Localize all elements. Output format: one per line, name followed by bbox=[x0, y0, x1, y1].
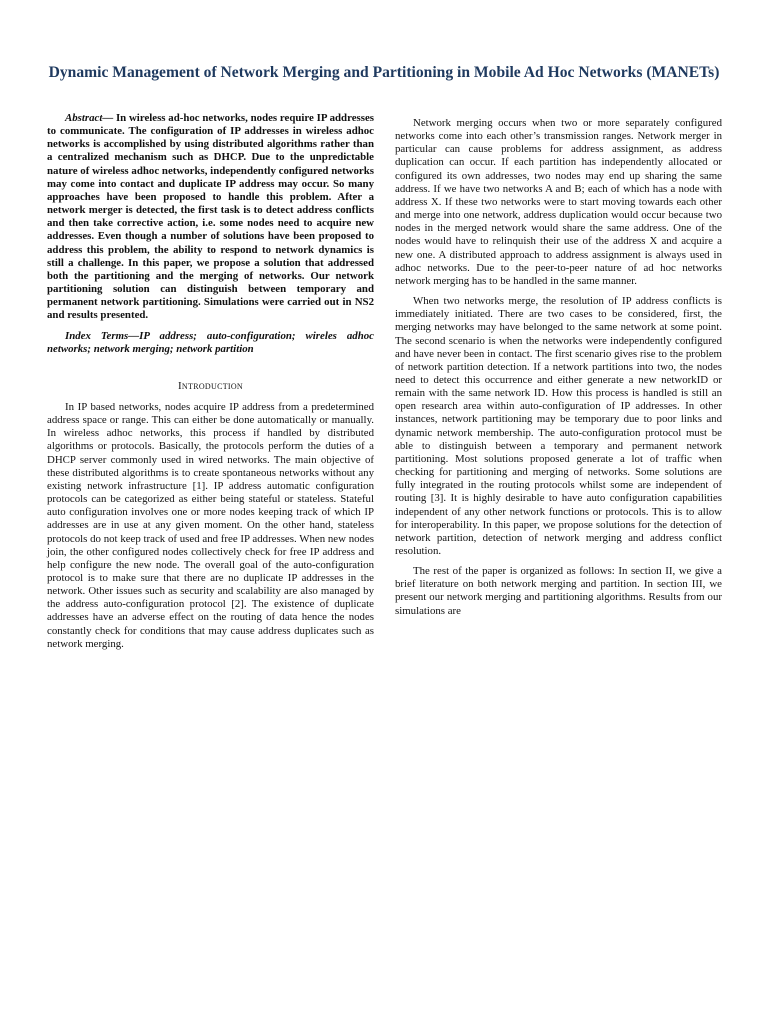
index-terms: Index Terms—IP address; auto-configuration; wireles adhoc networks; network merging; network partition bbox=[47, 329, 374, 355]
body-paragraph-organization: The rest of the paper is organized as follows: In section II, we give a brief literature on both network merging and partition. In section III, we present our network merging and partitioning algorithms. Results from our simulations are bbox=[395, 565, 722, 617]
intro-paragraph-1: In IP based networks, nodes acquire IP address from a predetermined address space or range. This can either be done automatically or manually. In wireless adhoc networks, this process if handled by distributed algorithms or protocols. Basically, the protocols perform the duties of a DHCP server commonly used in wired networks. The main objective of these distributed algorithms is to create spontaneous networks without any existing network infrastructure [1]. IP address automatic configuration protocols can be categorized as either being stateful or stateless. Stateful auto configuration involves one or more nodes keeping track of which IP addresses are in use at any given moment. On the other hand, stateless protocols do not keep track of used and free IP addresses. When new nodes join, the other configured nodes collectively check for free IP address and help configure the new node. The overall goal of the auto-configuration protocol is to make sure that there are no duplicate IP addresses in the network. Other issues such as security and scalability are also managed by the address auto-configuration protocol [2]. The existence of duplicate addresses have an adverse effect on the routing of data hence the nodes constantly check for conditions that may cause address duplicates such as network merging. bbox=[47, 400, 374, 650]
abstract-lead: Abstract— bbox=[65, 112, 114, 124]
abstract-body: In wireless ad-hoc networks, nodes require IP addresses to communicate. The configuration of IP addresses in wireless adhoc networks is accomplished by using distributed algorithms rather than a centralized mechanism such as DHCP. Due to the unpredictable nature of wireless adhoc networks, independently configured networks may come into contact and duplicate IP address may occur. So many approaches have been proposed to handle this problem. After a network merger is detected, the first task is to detect address conflicts and then take corrective action, i.e. some nodes need to acquire new addresses. Even though a number of solutions have been proposed to address this problem, the ability to respond to network dynamics is still a challenge. In this paper, we propose a solution that addressed both the partitioning and the merging of networks. Our network partitioning solution can distinguish between temporary and permanent network partitioning. Simulations were carried out in NS2 and results presented. bbox=[47, 112, 374, 322]
body-paragraph-conflict-resolution: When two networks merge, the resolution of IP address conflicts is immediately initiated. There are two cases to be considered, first, the merging networks may have belonged to the same network at some point. The second scenario is when the networks were independently configured and have never been in contact. The first scenario gives rise to the problem of network partition detection. If a network partitions into two, the nodes need to detect this occurrence and either generate a new networkID or remain with the same network ID. How this process is handled is still an open research area within auto-configuration of IP addresses. In other instances, network partitioning may be temporary due to poor links and dynamic network membership. The auto-configuration protocol must be able to distinguish between a temporary and permanent network partitioning. Most solutions proposed generate a lot of traffic when checking for partitioning and merging of networks. Some solutions are fully integrated in the routing protocols whilst some are independent of routing [3]. It is highly desirable to have auto configuration capabilities independent of any other network functions or protocols. This is to allow for interoperability. In this paper, we propose solutions for the detection of network partition, detection of network merging and address conflict resolution. bbox=[395, 295, 722, 557]
paper-title: Dynamic Management of Network Merging and Partitioning in Mobile Ad Hoc Networks (MANETs) bbox=[48, 64, 720, 81]
right-column bbox=[395, 117, 722, 625]
abstract bbox=[47, 112, 374, 323]
left-column bbox=[47, 112, 374, 658]
body-paragraph-network-merging: Network merging occurs when two or more separately configured networks come into each other’s transmission ranges. Network merger in particular can cause problems for address assignment, as address duplication can occur. If each partition has independently allocated or configured its own addresses, two nodes may end up sharing the same address. If we have two networks A and B; each of which has a node with address X. If these two networks were to start moving towards each other and merge into one network, address duplication would occur because two nodes in the merged network would share the same address. One of the nodes would have to relinquish their use of the address X and acquire a new one. A distributed approach to address assignment is always used in adhoc networks. Due to the peer-to-peer nature of ad hoc networks network merging has to be handled in the same manner. bbox=[395, 117, 722, 287]
section-heading-introduction: Introduction bbox=[177, 379, 244, 392]
